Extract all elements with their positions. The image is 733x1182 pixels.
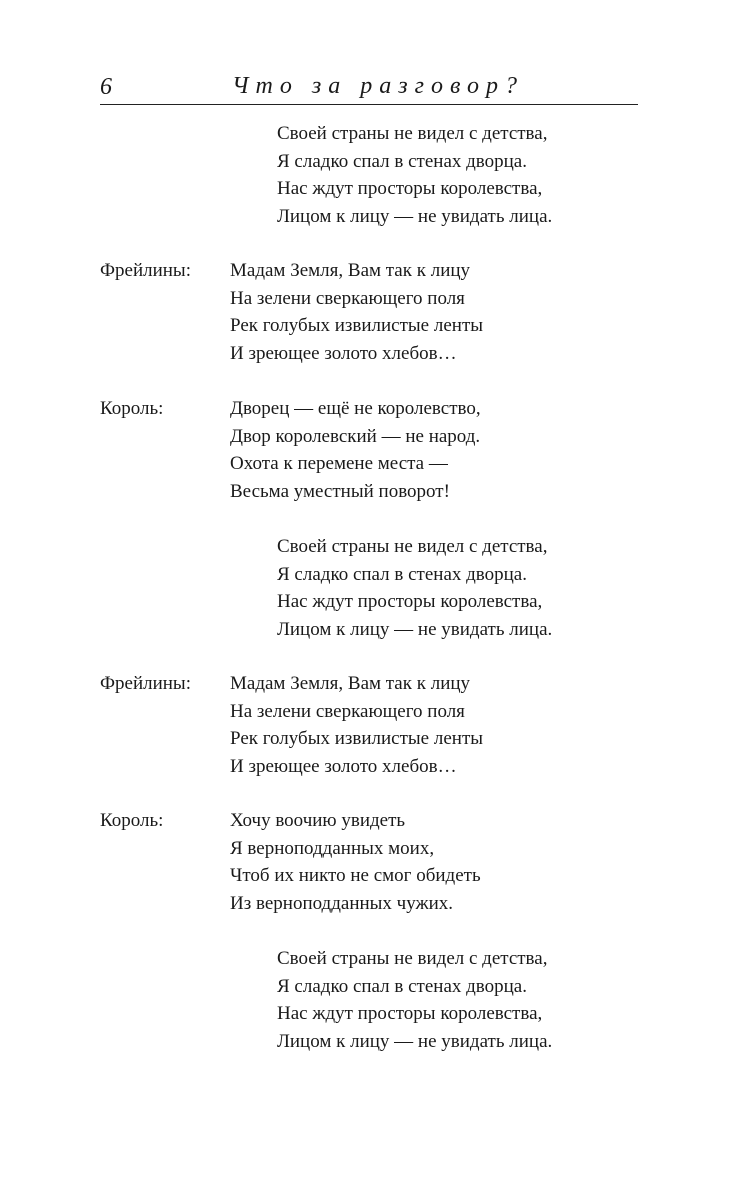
verse-line: Весьма уместный поворот! [230,480,450,502]
verse-line: Я сладко спал в стенах дворца. [277,150,527,172]
verse-line: Я верноподданных моих, [230,837,435,859]
verse-line: Двор королевский — не народ. [230,425,481,447]
verse-line: Я сладко спал в стенах дворца. [277,975,527,997]
verse-line: Нас ждут просторы королевства, [277,591,543,612]
verse-line: Хочу воочию увидеть [230,810,406,831]
verse-line: Я сладко спал в стенах дворца. [277,563,527,585]
verse-line: Лицом к лицу — не увидать лица. [277,1030,553,1052]
verse-line: И зреющее золото хлебов… [230,342,457,364]
verse-line: Мадам Земля, Вам так к лицу [230,260,471,281]
running-title: Что за разговор? [232,73,525,99]
speaker-label: Король: [100,398,164,419]
running-header [100,70,638,105]
verse-line: Дворец — ещё не королевство, [230,398,481,419]
verse-line: Своей страны не видел с детства, [277,948,548,969]
speaker-label: Фрейлины: [100,673,191,694]
speaker-label: Король: [100,810,164,831]
verse-line: Нас ждут просторы королевства, [277,1003,543,1024]
speaker-label: Фрейлины: [100,260,191,281]
verse-line: На зелени сверкающего поля [230,700,465,722]
verse-line: Рек голубых извилистые ленты [230,315,484,336]
verse-line: Нас ждут просторы королевства, [277,178,543,199]
verse-line: На зелени сверкающего поля [230,287,465,309]
verse-line: И зреющее золото хлебов… [230,755,457,777]
verse-line: Мадам Земля, Вам так к лицу [230,673,471,694]
verse-line: Из верноподданных чужих. [230,892,454,914]
verse-line: Чтоб их никто не смог обидеть [230,865,481,886]
verse-line: Охота к перемене места — [230,453,448,474]
page-number: 6 [100,74,112,100]
verse-line: Своей страны не видел с детства, [277,123,548,144]
verse-line: Своей страны не видел с детства, [277,536,548,557]
verse-line: Лицом к лицу — не увидать лица. [277,205,553,227]
verse-line: Рек голубых извилистые ленты [230,728,484,749]
verse-line: Лицом к лицу — не увидать лица. [277,618,553,640]
